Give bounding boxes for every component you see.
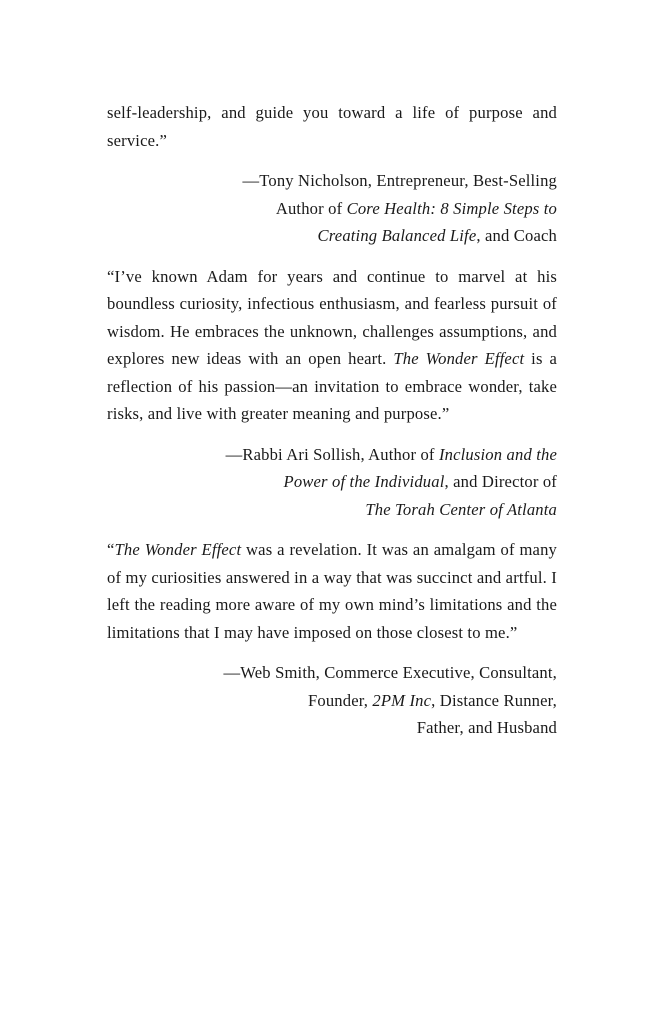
text-run: Father, and Husband <box>416 718 557 737</box>
page-text-block <box>107 99 557 755</box>
attribution-line <box>107 167 557 195</box>
text-run: —Web Smith, Commerce Executive, Consultant, <box>223 663 557 682</box>
italic-title-run: Power of the Individual <box>283 472 445 491</box>
attribution-line <box>107 496 557 524</box>
italic-title-run: The Torah Center of Atlanta <box>365 499 557 519</box>
text-run: Founder, <box>307 690 373 710</box>
attribution-line <box>107 659 557 687</box>
blurb-attribution <box>107 659 557 742</box>
text-run: was a revelation. It was an amalgam of many of my curiosities answered in a way that was succinct and artful. I left the reading more aware of my own mind’s limitations and the limitations that I may have imposed on those closest to me.” <box>107 540 557 642</box>
text-run: , and Director of <box>444 472 557 491</box>
italic-title-run: Inclusion and the <box>438 444 557 464</box>
text-run: “I’ve known Adam for years and continue to marvel at his boundless curiosity, infectious enthusiasm, and fearless pursuit of wisdom. He embraces the unknown, challenges assumptions, and explores new ideas with an open heart. <box>107 266 557 368</box>
attribution-line <box>107 714 557 742</box>
blurb-attribution <box>107 441 557 524</box>
text-run: “ <box>107 540 115 559</box>
text-run: is a reflection of his passion—an invitation to embrace wonder, take risks, and live with greater meaning and purpose.” <box>107 349 558 423</box>
italic-title-run: 2PM Inc <box>372 690 432 710</box>
text-run: , Distance Runner, <box>431 690 557 710</box>
attribution-line <box>107 222 557 250</box>
italic-title-run: Core Health: 8 Simple Steps to <box>346 198 557 218</box>
text-run: —Tony Nicholson, Entrepreneur, Best-Selling <box>242 171 557 190</box>
attribution-line <box>107 441 557 469</box>
attribution-line <box>107 195 557 223</box>
blurb-attribution <box>107 167 557 250</box>
text-run: self-leadership, and guide you toward a life of purpose and service.” <box>107 103 557 150</box>
italic-title-run: The Wonder Effect <box>393 349 525 368</box>
attribution-line <box>107 687 557 715</box>
text-run: , and Coach <box>476 226 557 245</box>
italic-title-run: The Wonder Effect <box>114 540 242 559</box>
italic-title-run: Creating Balanced Life <box>317 226 477 245</box>
blurb-quote <box>107 536 557 646</box>
text-run: Author of <box>275 198 347 218</box>
attribution-line <box>107 468 557 496</box>
blurb-quote <box>107 263 557 428</box>
blurb-quote-continuation <box>107 99 557 154</box>
text-run: —Rabbi Ari Sollish, Author of <box>225 444 439 464</box>
